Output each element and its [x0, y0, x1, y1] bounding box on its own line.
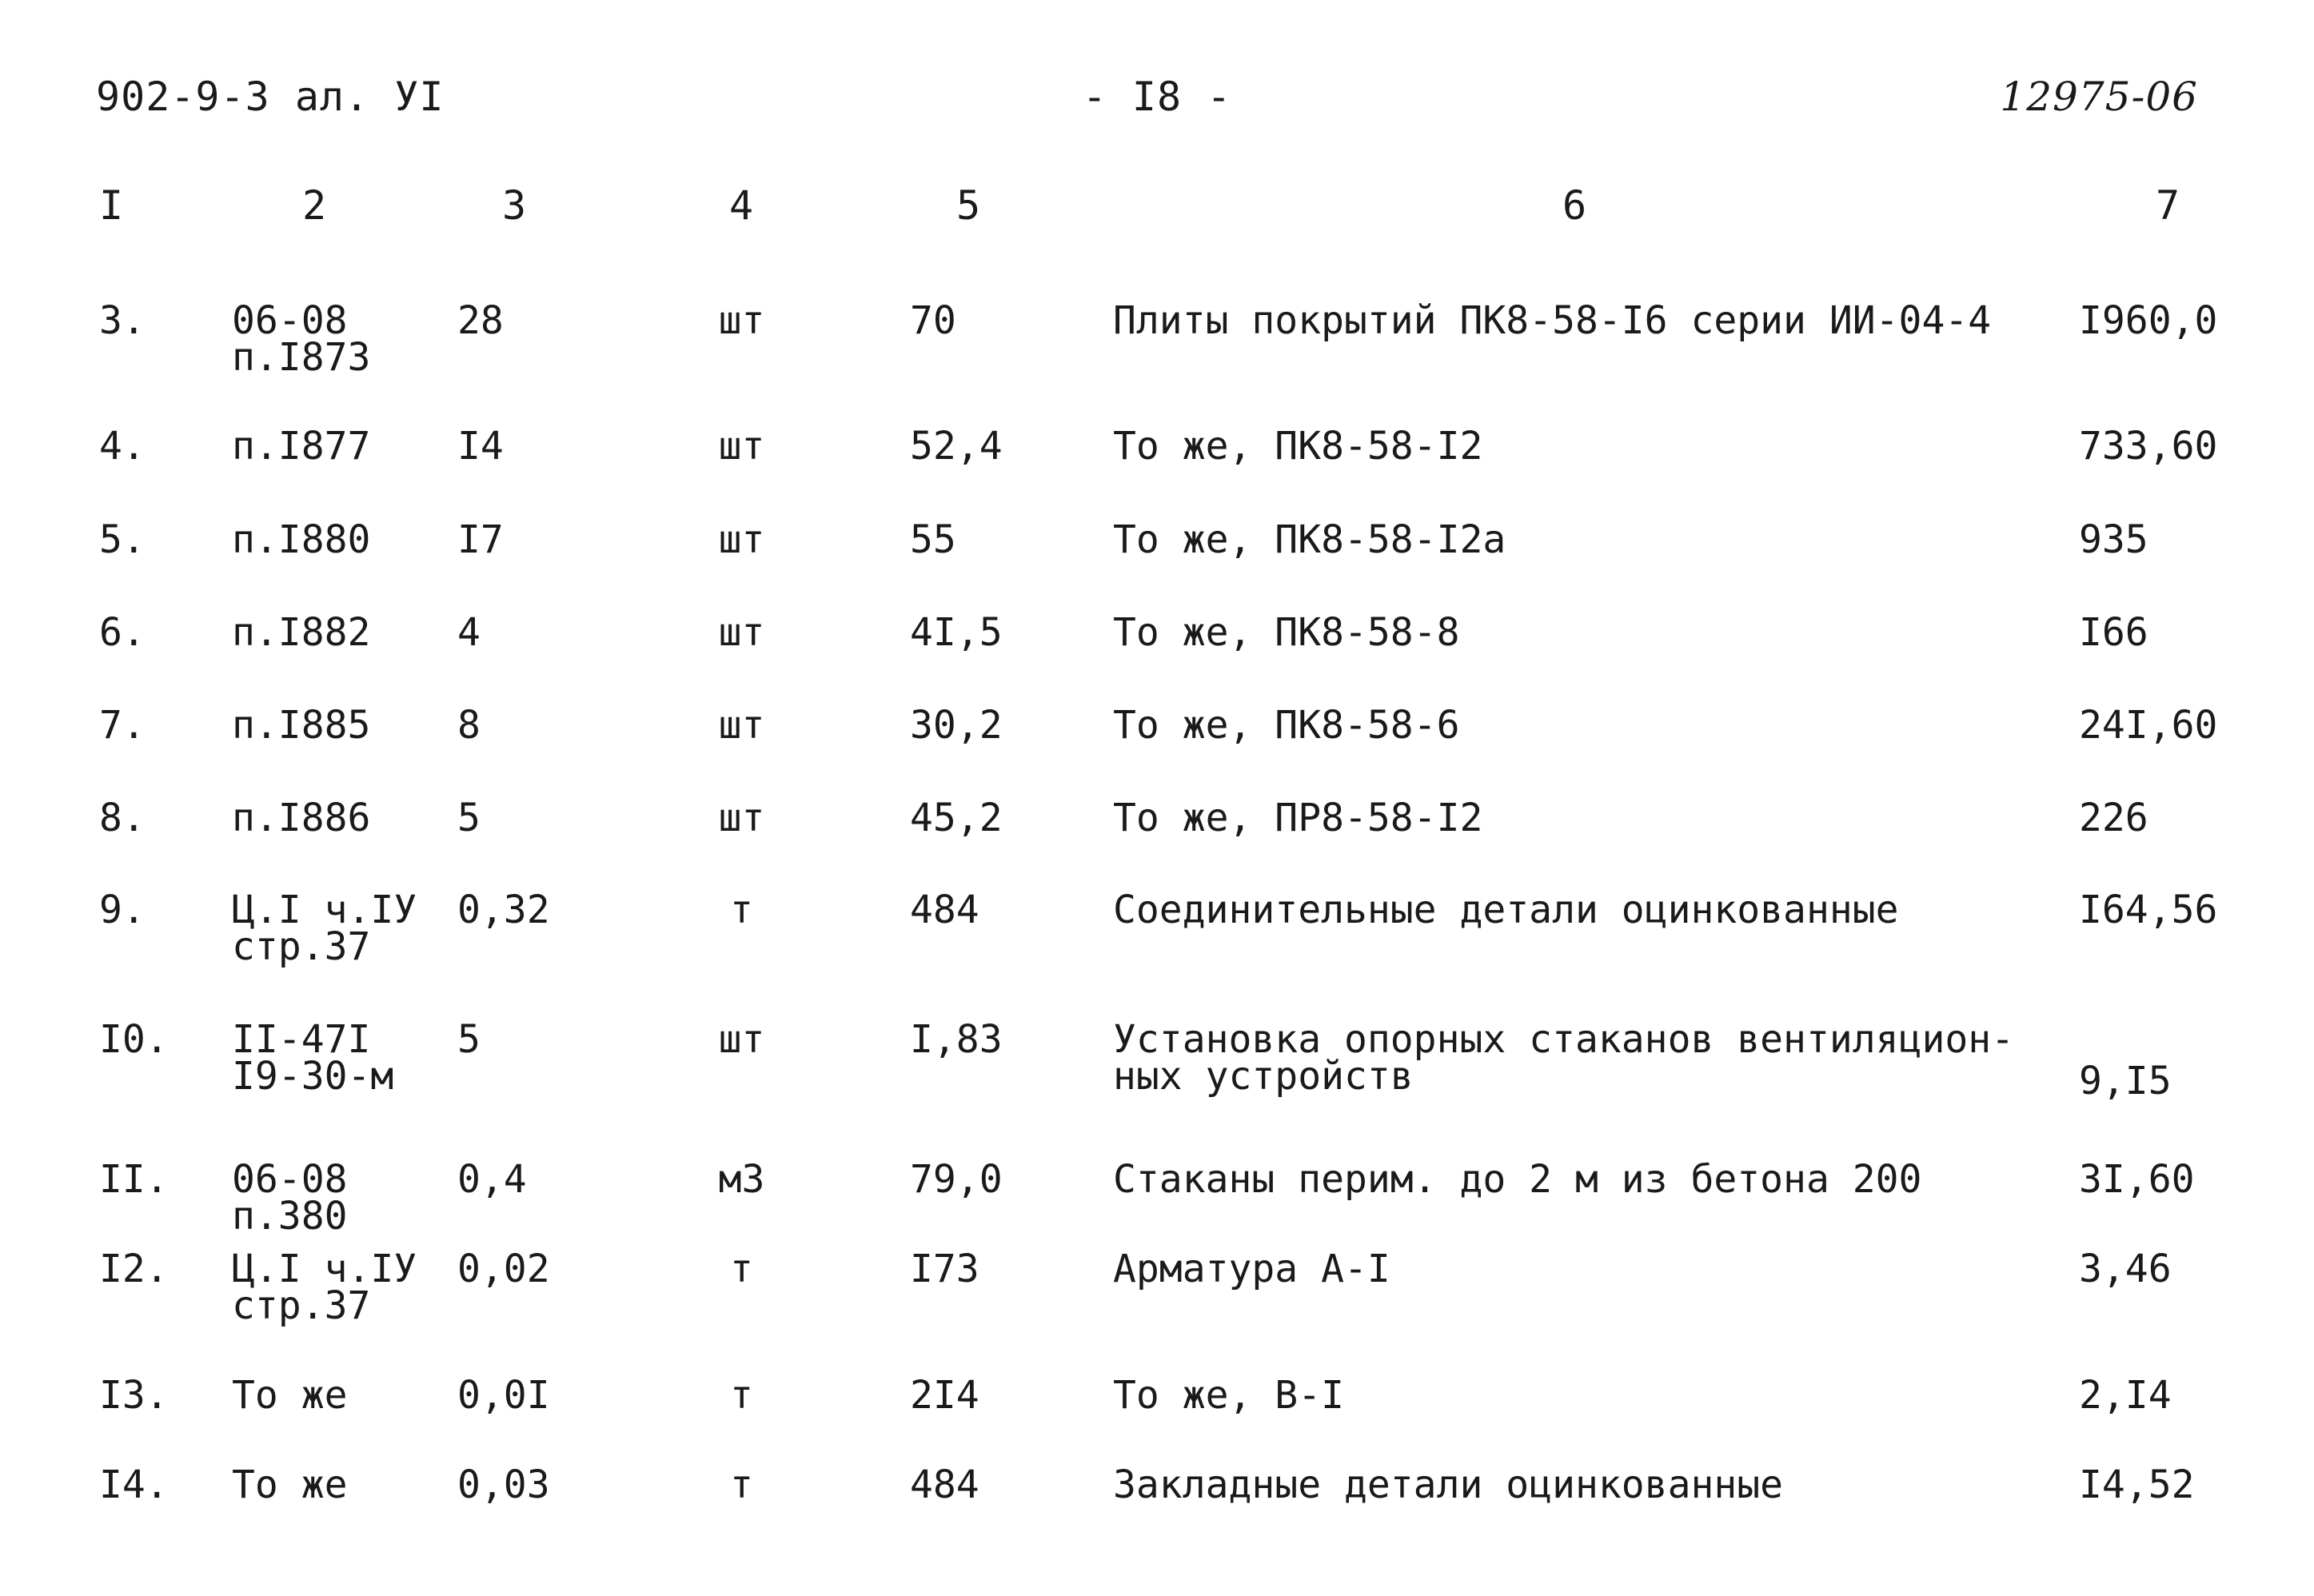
quantity: 0,32 [457, 888, 550, 932]
column-header-4: 4 [729, 182, 754, 229]
description: То же, ПК8-58-I2а [1113, 517, 1506, 562]
unit-price: 30,2 [910, 703, 1003, 748]
description: Установка опорных стаканов вентиляцион- ных устройств [1113, 1017, 2015, 1099]
unit-price: 55 [910, 517, 956, 562]
norm-reference: 06-08 п.380 [232, 1157, 348, 1239]
unit-price: 45,2 [910, 796, 1003, 840]
quantity: 5 [457, 1017, 481, 1062]
norm-reference: То же [232, 1373, 348, 1418]
description: Стаканы перим. до 2 м из бетона 200 [1113, 1157, 1922, 1202]
unit-price: 70 [910, 298, 956, 343]
total-cost: 9,I5 [2079, 1059, 2172, 1103]
quantity: 0,0I [457, 1373, 550, 1418]
quantity: 0,02 [457, 1247, 550, 1291]
norm-reference: п.I886 [232, 796, 371, 840]
description: То же, В-I [1113, 1373, 1344, 1418]
unit-price: 52,4 [910, 424, 1003, 469]
quantity: 0,03 [457, 1462, 550, 1507]
quantity: 5 [457, 796, 481, 840]
archive-number: 12975-06 [2000, 74, 2198, 120]
unit: шт [718, 1017, 765, 1062]
norm-reference: Ц.I ч.IУ стр.37 [232, 888, 417, 969]
total-cost: 24I,60 [2079, 703, 2218, 748]
quantity: I7 [457, 517, 504, 562]
norm-reference: То же [232, 1462, 348, 1507]
norm-reference: п.I882 [232, 610, 371, 655]
row-number: 8. [99, 796, 146, 840]
unit: т [730, 1462, 753, 1507]
quantity: 4 [457, 610, 481, 655]
unit-price: 2I4 [910, 1373, 979, 1418]
row-number: 5. [99, 517, 146, 562]
quantity: 8 [457, 703, 481, 748]
total-cost: 935 [2079, 517, 2148, 562]
unit: м3 [718, 1157, 765, 1202]
row-number: I2. [99, 1247, 169, 1291]
total-cost: I64,56 [2079, 888, 2218, 932]
total-cost: 2,I4 [2079, 1373, 2172, 1418]
unit: т [730, 888, 753, 932]
page-number: - I8 - [1082, 74, 1232, 120]
description: Соединительные детали оцинкованные [1113, 888, 1899, 932]
quantity: 28 [457, 298, 504, 343]
description: То же, ПК8-58-6 [1113, 703, 1460, 748]
norm-reference: п.I877 [232, 424, 371, 469]
row-number: 7. [99, 703, 146, 748]
unit-price: I,83 [910, 1017, 1003, 1062]
column-header-row [0, 182, 2314, 238]
unit-price: 484 [910, 888, 979, 932]
row-number: I4. [99, 1462, 169, 1507]
description: То же, ПК8-58-8 [1113, 610, 1460, 655]
unit: шт [718, 517, 765, 562]
description: Арматура А-I [1113, 1247, 1390, 1291]
column-header-7: 7 [2156, 182, 2180, 229]
column-header-5: 5 [956, 182, 981, 229]
column-header-3: 3 [502, 182, 527, 229]
description: Закладные детали оцинкованные [1113, 1462, 1784, 1507]
column-header-1: I [99, 182, 124, 229]
unit: шт [718, 424, 765, 469]
unit: т [730, 1247, 753, 1291]
row-number: I3. [99, 1373, 169, 1418]
row-number: 3. [99, 298, 146, 343]
unit: т [730, 1373, 753, 1418]
unit-price: 4I,5 [910, 610, 1003, 655]
total-cost: 226 [2079, 796, 2148, 840]
total-cost: I66 [2079, 610, 2148, 655]
column-header-2: 2 [302, 182, 327, 229]
quantity: 0,4 [457, 1157, 527, 1202]
total-cost: 733,60 [2079, 424, 2218, 469]
row-number: I0. [99, 1017, 169, 1062]
norm-reference: Ц.I ч.IУ стр.37 [232, 1247, 417, 1328]
row-number: II. [99, 1157, 169, 1202]
total-cost: 3,46 [2079, 1247, 2172, 1291]
norm-reference: 06-08 п.I873 [232, 298, 371, 380]
unit: шт [718, 298, 765, 343]
total-cost: I4,52 [2079, 1462, 2195, 1507]
row-number: 4. [99, 424, 146, 469]
unit-price: I73 [910, 1247, 979, 1291]
unit: шт [718, 703, 765, 748]
unit-price: 484 [910, 1462, 979, 1507]
row-number: 9. [99, 888, 146, 932]
description: То же, ПК8-58-I2 [1113, 424, 1483, 469]
document-code: 902-9-3 ал. УI [96, 74, 445, 120]
norm-reference: II-47I I9-30-м [232, 1017, 394, 1099]
quantity: I4 [457, 424, 504, 469]
unit: шт [718, 610, 765, 655]
description: То же, ПР8-58-I2 [1113, 796, 1483, 840]
column-header-6: 6 [1562, 182, 1587, 229]
norm-reference: п.I885 [232, 703, 371, 748]
unit: шт [718, 796, 765, 840]
unit-price: 79,0 [910, 1157, 1003, 1202]
norm-reference: п.I880 [232, 517, 371, 562]
total-cost: I960,0 [2079, 298, 2218, 343]
description: Плиты покрытий ПК8-58-I6 серии ИИ-04-4 [1113, 298, 1992, 343]
total-cost: 3I,60 [2079, 1157, 2195, 1202]
row-number: 6. [99, 610, 146, 655]
